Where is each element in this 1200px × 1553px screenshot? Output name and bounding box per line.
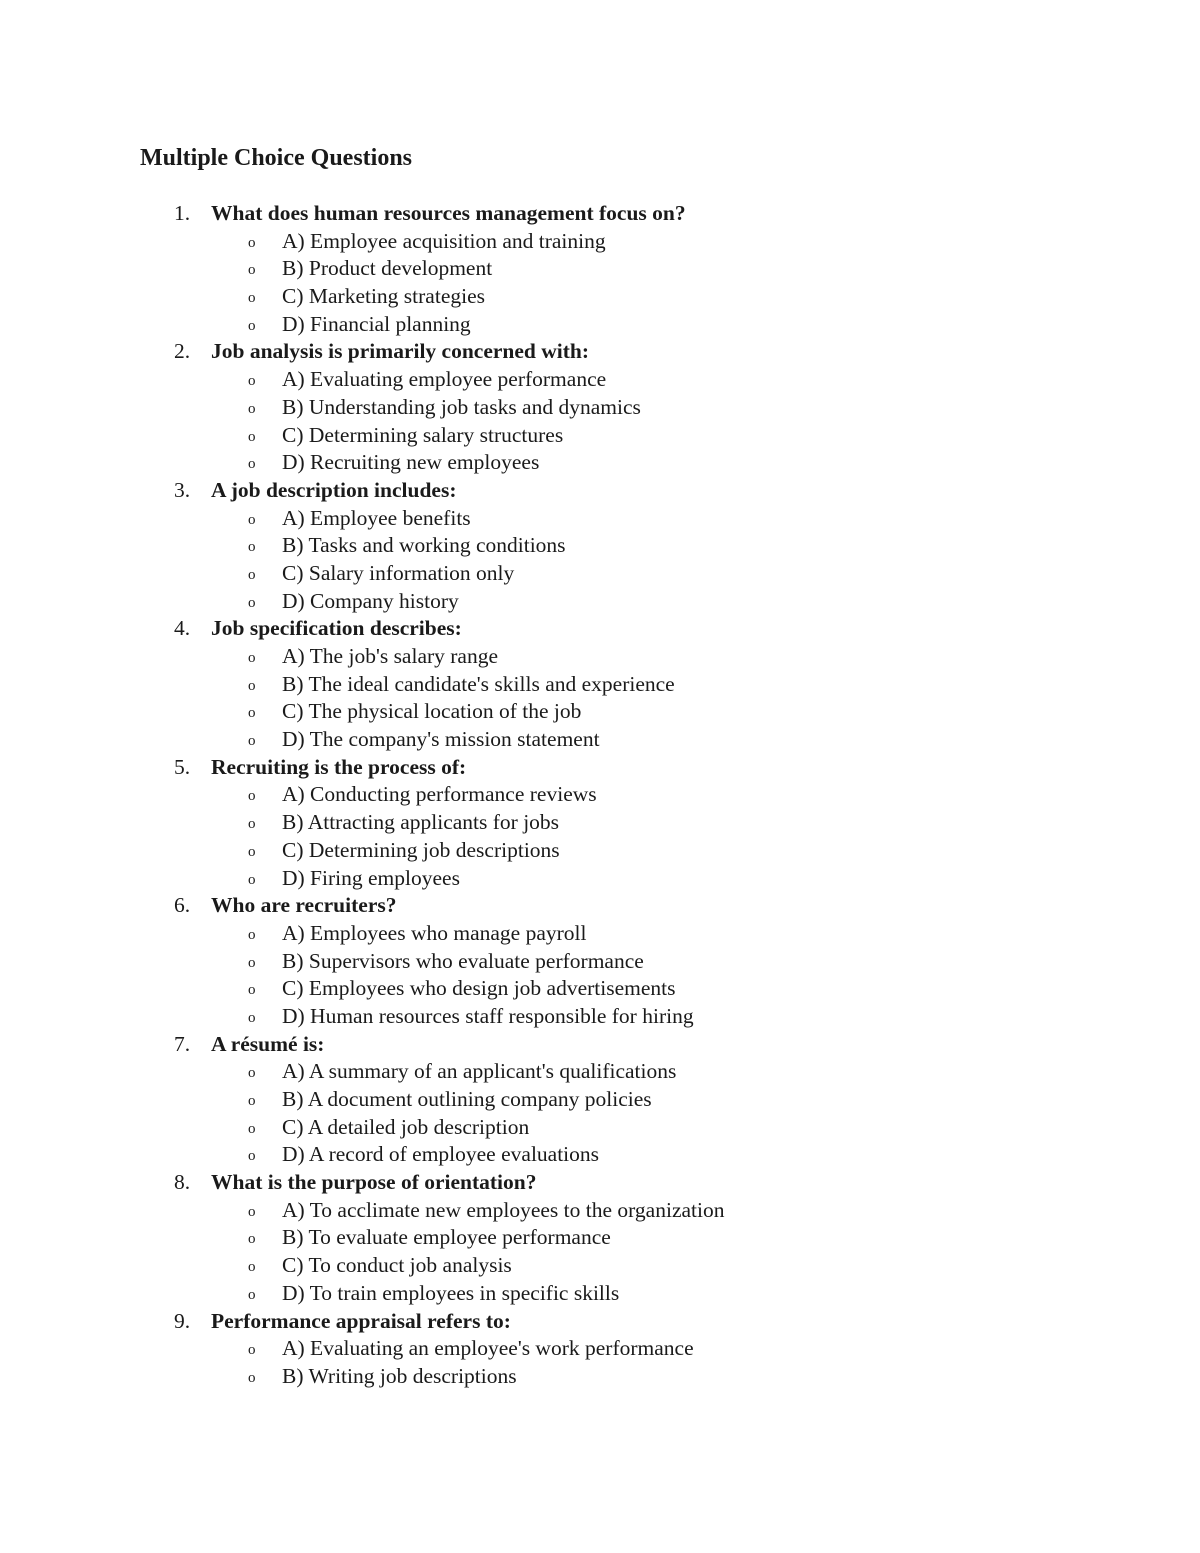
option-text: A) To acclimate new employees to the organization bbox=[282, 1197, 725, 1222]
question-line bbox=[0, 1169, 1200, 1197]
question-item bbox=[0, 1031, 1200, 1169]
option-item bbox=[0, 532, 1200, 560]
option-list bbox=[0, 1058, 1200, 1169]
circle-bullet-icon: o bbox=[248, 788, 256, 805]
option-item bbox=[0, 588, 1200, 616]
option-item bbox=[0, 1197, 1200, 1225]
option-item bbox=[0, 283, 1200, 311]
option-text: D) A record of employee evaluations bbox=[282, 1142, 600, 1167]
option-item bbox=[0, 809, 1200, 837]
option-text: A) A summary of an applicant's qualifications bbox=[282, 1059, 677, 1084]
option-list bbox=[0, 1197, 1200, 1308]
option-item bbox=[0, 726, 1200, 754]
circle-bullet-icon: o bbox=[248, 677, 256, 694]
question-text: Who are recruiters? bbox=[211, 893, 397, 918]
option-text: C) A detailed job description bbox=[282, 1114, 530, 1139]
circle-bullet-icon: o bbox=[248, 1203, 256, 1220]
option-text: A) Conducting performance reviews bbox=[282, 782, 597, 807]
option-item bbox=[0, 643, 1200, 671]
option-item bbox=[0, 560, 1200, 588]
question-number: 7. bbox=[174, 1031, 191, 1056]
option-text: B) Tasks and working conditions bbox=[282, 533, 566, 558]
circle-bullet-icon: o bbox=[248, 1369, 256, 1386]
option-item bbox=[0, 837, 1200, 865]
question-item bbox=[0, 1308, 1200, 1391]
option-text: B) Understanding job tasks and dynamics bbox=[282, 394, 641, 419]
option-text: A) The job's salary range bbox=[282, 644, 499, 668]
circle-bullet-icon: o bbox=[248, 1342, 256, 1359]
option-item bbox=[0, 449, 1200, 477]
question-line bbox=[0, 477, 1200, 505]
circle-bullet-icon: o bbox=[248, 926, 256, 943]
circle-bullet-icon: o bbox=[248, 816, 256, 833]
circle-bullet-icon: o bbox=[248, 871, 256, 888]
circle-bullet-icon: o bbox=[248, 843, 256, 860]
question-text: A résumé is: bbox=[211, 1031, 325, 1056]
question-text: What does human resources management focus on? bbox=[211, 201, 686, 225]
option-list bbox=[0, 228, 1200, 339]
option-item bbox=[0, 1224, 1200, 1252]
option-item bbox=[0, 698, 1200, 726]
option-item bbox=[0, 948, 1200, 976]
option-item bbox=[0, 1280, 1200, 1308]
option-item bbox=[0, 1114, 1200, 1142]
option-text: B) To evaluate employee performance bbox=[282, 1225, 611, 1250]
question-text: Recruiting is the process of: bbox=[211, 754, 467, 779]
option-item bbox=[0, 311, 1200, 339]
circle-bullet-icon: o bbox=[248, 954, 256, 971]
circle-bullet-icon: o bbox=[248, 1259, 256, 1276]
option-item bbox=[0, 366, 1200, 394]
circle-bullet-icon: o bbox=[248, 234, 256, 251]
circle-bullet-icon: o bbox=[248, 1120, 256, 1137]
option-item bbox=[0, 1086, 1200, 1114]
question-number: 4. bbox=[174, 616, 191, 641]
option-item bbox=[0, 1363, 1200, 1391]
option-text: B) Supervisors who evaluate performance bbox=[282, 948, 644, 973]
option-text: A) Evaluating employee performance bbox=[282, 367, 607, 392]
option-text: A) Employee benefits bbox=[282, 505, 471, 530]
option-text: B) The ideal candidate's skills and experience bbox=[282, 671, 675, 696]
option-item bbox=[0, 865, 1200, 893]
circle-bullet-icon: o bbox=[248, 594, 256, 611]
option-item bbox=[0, 1058, 1200, 1086]
circle-bullet-icon: o bbox=[248, 539, 256, 556]
option-text: D) Human resources staff responsible for hiring bbox=[282, 1003, 694, 1028]
option-item bbox=[0, 1252, 1200, 1280]
option-list bbox=[0, 643, 1200, 754]
circle-bullet-icon: o bbox=[248, 1065, 256, 1082]
circle-bullet-icon: o bbox=[248, 290, 256, 307]
question-text: Job specification describes: bbox=[211, 616, 462, 641]
option-item bbox=[0, 255, 1200, 283]
option-text: C) Determining job descriptions bbox=[282, 837, 560, 862]
option-text: D) The company's mission statement bbox=[282, 727, 600, 752]
option-text: A) Employee acquisition and training bbox=[282, 228, 606, 253]
option-text: B) A document outlining company policies bbox=[282, 1087, 652, 1111]
option-item bbox=[0, 505, 1200, 533]
option-item bbox=[0, 1003, 1200, 1031]
option-text: B) Writing job descriptions bbox=[282, 1363, 517, 1388]
option-text: D) Company history bbox=[282, 588, 459, 613]
question-text: Job analysis is primarily concerned with: bbox=[211, 339, 590, 364]
circle-bullet-icon: o bbox=[248, 428, 256, 445]
question-item bbox=[0, 477, 1200, 615]
circle-bullet-icon: o bbox=[248, 1231, 256, 1248]
circle-bullet-icon: o bbox=[248, 262, 256, 279]
question-text: A job description includes: bbox=[211, 477, 457, 502]
option-text: C) Marketing strategies bbox=[282, 284, 486, 309]
circle-bullet-icon: o bbox=[248, 566, 256, 583]
circle-bullet-icon: o bbox=[248, 511, 256, 528]
circle-bullet-icon: o bbox=[248, 1148, 256, 1165]
question-item bbox=[0, 615, 1200, 753]
circle-bullet-icon: o bbox=[248, 733, 256, 750]
option-text: C) To conduct job analysis bbox=[282, 1253, 512, 1278]
option-list bbox=[0, 366, 1200, 477]
option-list bbox=[0, 781, 1200, 892]
option-text: A) Evaluating an employee's work performance bbox=[282, 1336, 694, 1361]
question-item bbox=[0, 754, 1200, 892]
option-item bbox=[0, 920, 1200, 948]
question-number: 1. bbox=[174, 201, 191, 225]
question-number: 8. bbox=[174, 1170, 191, 1195]
question-number: 2. bbox=[174, 339, 191, 364]
option-item bbox=[0, 228, 1200, 256]
question-number: 5. bbox=[174, 754, 191, 779]
circle-bullet-icon: o bbox=[248, 373, 256, 390]
circle-bullet-icon: o bbox=[248, 650, 256, 666]
question-item bbox=[0, 892, 1200, 1030]
option-text: D) To train employees in specific skills bbox=[282, 1280, 620, 1305]
option-text: B) Product development bbox=[282, 256, 493, 281]
option-list bbox=[0, 505, 1200, 616]
circle-bullet-icon: o bbox=[248, 456, 256, 473]
option-item bbox=[0, 671, 1200, 699]
option-list bbox=[0, 920, 1200, 1031]
option-text: C) Determining salary structures bbox=[282, 422, 564, 447]
option-list bbox=[0, 1335, 1200, 1390]
question-line bbox=[0, 200, 1200, 228]
circle-bullet-icon: o bbox=[248, 705, 256, 722]
question-number: 3. bbox=[174, 477, 191, 502]
circle-bullet-icon: o bbox=[248, 317, 256, 334]
circle-bullet-icon: o bbox=[248, 982, 256, 999]
question-number: 9. bbox=[174, 1308, 191, 1333]
option-text: D) Firing employees bbox=[282, 865, 460, 890]
option-item bbox=[0, 394, 1200, 422]
option-item bbox=[0, 1335, 1200, 1363]
option-text: A) Employees who manage payroll bbox=[282, 920, 587, 945]
circle-bullet-icon: o bbox=[248, 1286, 256, 1303]
question-line bbox=[0, 754, 1200, 782]
question-line bbox=[0, 892, 1200, 920]
option-text: B) Attracting applicants for jobs bbox=[282, 810, 560, 835]
option-item bbox=[0, 975, 1200, 1003]
option-text: D) Recruiting new employees bbox=[282, 450, 540, 475]
question-line bbox=[0, 338, 1200, 366]
question-line bbox=[0, 615, 1200, 643]
option-item bbox=[0, 781, 1200, 809]
option-text: C) Salary information only bbox=[282, 560, 515, 585]
question-list bbox=[0, 200, 1200, 1391]
option-item bbox=[0, 422, 1200, 450]
circle-bullet-icon: o bbox=[248, 400, 256, 417]
question-text: What is the purpose of orientation? bbox=[211, 1170, 537, 1195]
question-item bbox=[0, 200, 1200, 338]
option-text: D) Financial planning bbox=[282, 311, 471, 336]
question-text: Performance appraisal refers to: bbox=[211, 1308, 511, 1333]
circle-bullet-icon: o bbox=[248, 1093, 256, 1109]
option-item bbox=[0, 1141, 1200, 1169]
option-text: C) Employees who design job advertisements bbox=[282, 976, 676, 1001]
option-text: C) The physical location of the job bbox=[282, 699, 582, 724]
question-item bbox=[0, 1169, 1200, 1307]
question-line bbox=[0, 1308, 1200, 1336]
question-line bbox=[0, 1031, 1200, 1059]
circle-bullet-icon: o bbox=[248, 1009, 256, 1026]
question-number: 6. bbox=[174, 893, 191, 918]
document-title: Multiple Choice Questions bbox=[140, 145, 413, 171]
question-item bbox=[0, 338, 1200, 476]
